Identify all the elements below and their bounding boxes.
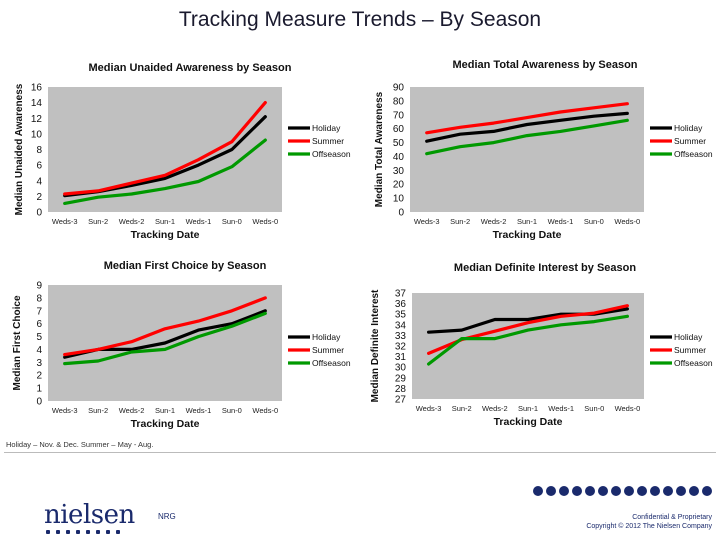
chart-title: Median Total Awareness by Season bbox=[452, 59, 638, 71]
confidential-notice bbox=[586, 513, 712, 531]
x-axis-label: Tracking Date bbox=[492, 229, 562, 241]
y-axis-label: Median Total Awareness bbox=[374, 91, 385, 208]
legend-label-offseason: Offseason bbox=[674, 149, 713, 159]
data-point-summer bbox=[593, 107, 595, 109]
legend bbox=[650, 332, 713, 368]
chart-total-awareness bbox=[360, 55, 720, 245]
data-point-offseason bbox=[164, 187, 166, 189]
data-point-offseason bbox=[559, 130, 561, 132]
x-tick-label: Sun-2 bbox=[88, 217, 109, 226]
data-point-offseason bbox=[593, 125, 595, 127]
data-point-summer bbox=[264, 297, 266, 299]
legend-label-holiday: Holiday bbox=[674, 332, 703, 342]
y-tick-label: 0 bbox=[36, 207, 42, 219]
y-tick-label: 27 bbox=[394, 394, 406, 406]
x-tick-label: Sun-0 bbox=[584, 404, 605, 413]
legend bbox=[288, 332, 351, 368]
x-tick-label: Weds-1 bbox=[185, 217, 212, 226]
page-title: Tracking Measure Trends – By Season bbox=[178, 8, 542, 31]
data-point-holiday bbox=[559, 119, 561, 121]
data-point-summer bbox=[459, 126, 461, 128]
data-point-offseason bbox=[197, 335, 199, 337]
y-tick-label: 34 bbox=[394, 320, 406, 332]
data-point-summer bbox=[164, 174, 166, 176]
y-tick-label: 6 bbox=[36, 160, 42, 172]
legend-label-summer: Summer bbox=[674, 345, 707, 355]
data-point-offseason bbox=[427, 363, 429, 365]
legend bbox=[650, 123, 713, 159]
data-point-holiday bbox=[492, 130, 494, 132]
data-point-summer bbox=[527, 321, 529, 323]
data-point-offseason bbox=[64, 202, 66, 204]
x-tick-label: Weds-2 bbox=[480, 217, 507, 226]
data-point-offseason bbox=[593, 320, 595, 322]
copyright-line: Copyright © 2012 The Nielsen Company bbox=[586, 523, 712, 530]
y-tick-label: 30 bbox=[392, 165, 404, 177]
data-point-offseason bbox=[64, 362, 66, 364]
data-point-summer bbox=[164, 328, 166, 330]
y-tick-label: 14 bbox=[30, 98, 42, 110]
data-point-summer bbox=[626, 305, 628, 307]
legend-label-offseason: Offseason bbox=[674, 358, 713, 368]
x-tick-label: Sun-0 bbox=[221, 406, 242, 415]
data-point-holiday bbox=[426, 140, 428, 142]
data-point-summer bbox=[427, 352, 429, 354]
x-tick-label: Weds-1 bbox=[547, 217, 574, 226]
data-point-summer bbox=[130, 341, 132, 343]
x-tick-label: Weds-3 bbox=[415, 404, 442, 413]
data-point-summer bbox=[593, 312, 595, 314]
data-point-summer bbox=[426, 132, 428, 134]
y-tick-label: 1 bbox=[36, 383, 42, 395]
data-point-summer bbox=[231, 310, 233, 312]
y-tick-label: 20 bbox=[392, 179, 404, 191]
y-tick-label: 90 bbox=[392, 82, 404, 94]
x-tick-label: Weds-2 bbox=[118, 217, 145, 226]
y-tick-label: 10 bbox=[30, 129, 42, 141]
y-tick-label: 5 bbox=[36, 332, 42, 344]
data-point-holiday bbox=[264, 310, 266, 312]
footer-divider bbox=[4, 452, 716, 453]
x-tick-label: Weds-3 bbox=[51, 406, 78, 415]
y-tick-label: 32 bbox=[394, 341, 406, 353]
legend-label-holiday: Holiday bbox=[312, 123, 341, 133]
legend-label-holiday: Holiday bbox=[312, 332, 341, 342]
data-point-summer bbox=[130, 182, 132, 184]
y-tick-label: 12 bbox=[30, 113, 42, 125]
data-point-offseason bbox=[130, 193, 132, 195]
data-point-holiday bbox=[164, 177, 166, 179]
y-tick-label: 60 bbox=[392, 124, 404, 136]
data-point-summer bbox=[64, 193, 66, 195]
y-tick-label: 6 bbox=[36, 319, 42, 331]
data-point-offseason bbox=[626, 119, 628, 121]
legend-label-holiday: Holiday bbox=[674, 123, 703, 133]
x-tick-label: Sun-1 bbox=[154, 406, 176, 415]
data-point-summer bbox=[97, 190, 99, 192]
x-axis-label: Tracking Date bbox=[493, 416, 563, 428]
y-tick-label: 7 bbox=[36, 306, 42, 318]
data-point-holiday bbox=[459, 133, 461, 135]
x-tick-label: Sun-2 bbox=[450, 217, 471, 226]
data-point-offseason bbox=[231, 325, 233, 327]
x-tick-label: Sun-0 bbox=[221, 217, 242, 226]
data-point-offseason bbox=[164, 348, 166, 350]
y-tick-label: 30 bbox=[394, 362, 406, 374]
data-point-offseason bbox=[264, 312, 266, 314]
data-point-summer bbox=[559, 111, 561, 113]
y-tick-label: 31 bbox=[394, 352, 406, 364]
season-footnote: Holiday – Nov. & Dec. Summer – May - Aug. bbox=[6, 440, 154, 449]
data-point-holiday bbox=[593, 115, 595, 117]
y-tick-label: 3 bbox=[36, 357, 42, 369]
y-tick-label: 16 bbox=[30, 82, 42, 94]
data-point-offseason bbox=[626, 315, 628, 317]
y-tick-label: 37 bbox=[394, 288, 406, 300]
data-point-holiday bbox=[461, 329, 463, 331]
x-tick-label: Weds-1 bbox=[185, 406, 212, 415]
x-tick-label: Weds-2 bbox=[481, 404, 508, 413]
x-tick-label: Sun-1 bbox=[517, 404, 539, 413]
data-point-holiday bbox=[130, 348, 132, 350]
data-point-holiday bbox=[197, 329, 199, 331]
y-axis-label: Median Unaided Awareness bbox=[14, 83, 25, 216]
y-tick-label: 40 bbox=[392, 151, 404, 163]
chart-title: Median First Choice by Season bbox=[103, 260, 267, 272]
data-point-summer bbox=[560, 315, 562, 317]
data-point-summer bbox=[494, 330, 496, 332]
data-point-offseason bbox=[459, 146, 461, 148]
y-tick-label: 4 bbox=[36, 344, 42, 356]
data-point-offseason bbox=[494, 337, 496, 339]
chart-first-choice bbox=[0, 255, 360, 455]
data-point-offseason bbox=[264, 139, 266, 141]
y-tick-label: 70 bbox=[392, 110, 404, 122]
y-axis-label: Median Definite Interest bbox=[370, 289, 381, 403]
data-point-summer bbox=[64, 353, 66, 355]
legend-label-summer: Summer bbox=[312, 136, 345, 146]
chart-unaided-awareness bbox=[0, 55, 360, 245]
y-axis-label: Median First Choice bbox=[12, 295, 23, 391]
x-tick-label: Weds-3 bbox=[51, 217, 78, 226]
data-point-offseason bbox=[492, 141, 494, 143]
data-point-summer bbox=[526, 116, 528, 118]
data-point-holiday bbox=[527, 318, 529, 320]
legend bbox=[288, 123, 351, 159]
decorative-dots bbox=[533, 486, 712, 496]
x-tick-label: Weds-0 bbox=[614, 404, 641, 413]
data-point-holiday bbox=[64, 356, 66, 358]
legend-label-offseason: Offseason bbox=[312, 149, 351, 159]
chart-definite-interest bbox=[360, 255, 720, 455]
confidential-line-1: Confidential & Proprietary bbox=[632, 514, 712, 521]
data-point-offseason bbox=[560, 324, 562, 326]
x-tick-label: Weds-3 bbox=[413, 217, 440, 226]
logo-dots bbox=[46, 530, 120, 534]
y-tick-label: 50 bbox=[392, 138, 404, 150]
x-axis-label: Tracking Date bbox=[130, 418, 200, 430]
data-point-holiday bbox=[427, 331, 429, 333]
data-point-offseason bbox=[97, 196, 99, 198]
y-tick-label: 8 bbox=[36, 145, 42, 156]
y-tick-label: 28 bbox=[394, 383, 406, 395]
data-point-summer bbox=[626, 102, 628, 104]
data-point-offseason bbox=[526, 134, 528, 136]
y-tick-label: 8 bbox=[36, 293, 42, 305]
x-tick-label: Weds-0 bbox=[252, 406, 279, 415]
y-tick-label: 2 bbox=[36, 370, 42, 382]
data-point-summer bbox=[264, 101, 266, 103]
data-point-holiday bbox=[526, 123, 528, 125]
chart-title: Median Unaided Awareness by Season bbox=[88, 62, 292, 74]
data-point-offseason bbox=[527, 329, 529, 331]
data-point-offseason bbox=[426, 152, 428, 154]
data-point-summer bbox=[197, 320, 199, 322]
footer-center-text: NRG bbox=[158, 512, 176, 521]
y-tick-label: 35 bbox=[394, 309, 406, 321]
x-tick-label: Sun-2 bbox=[88, 406, 109, 415]
data-point-offseason bbox=[97, 360, 99, 362]
chart-title: Median Definite Interest by Season bbox=[453, 262, 637, 274]
data-point-holiday bbox=[626, 308, 628, 310]
nielsen-logo: nielsen bbox=[44, 500, 135, 530]
y-tick-label: 0 bbox=[398, 207, 404, 219]
y-tick-label: 80 bbox=[392, 96, 404, 108]
data-point-offseason bbox=[231, 165, 233, 167]
data-point-holiday bbox=[197, 164, 199, 166]
legend-label-summer: Summer bbox=[312, 345, 345, 355]
legend-label-offseason: Offseason bbox=[312, 358, 351, 368]
y-tick-label: 9 bbox=[36, 280, 42, 292]
data-point-summer bbox=[197, 158, 199, 160]
x-tick-label: Weds-2 bbox=[118, 406, 145, 415]
x-tick-label: Weds-1 bbox=[548, 404, 575, 413]
x-axis-label: Tracking Date bbox=[130, 229, 200, 241]
x-tick-label: Sun-1 bbox=[154, 217, 176, 226]
data-point-offseason bbox=[197, 180, 199, 182]
x-tick-label: Sun-1 bbox=[516, 217, 538, 226]
data-point-holiday bbox=[264, 115, 266, 117]
legend-label-summer: Summer bbox=[674, 136, 707, 146]
y-tick-label: 4 bbox=[36, 176, 42, 188]
data-point-holiday bbox=[164, 342, 166, 344]
y-tick-label: 10 bbox=[392, 193, 404, 205]
x-tick-label: Weds-0 bbox=[252, 217, 279, 226]
y-tick-label: 0 bbox=[36, 396, 42, 408]
data-point-holiday bbox=[231, 148, 233, 150]
x-tick-label: Weds-0 bbox=[614, 217, 641, 226]
data-point-offseason bbox=[130, 351, 132, 353]
y-tick-label: 36 bbox=[394, 299, 406, 311]
data-point-summer bbox=[492, 122, 494, 124]
data-point-offseason bbox=[461, 337, 463, 339]
data-point-holiday bbox=[626, 112, 628, 114]
y-tick-label: 33 bbox=[394, 330, 406, 342]
x-tick-label: Sun-0 bbox=[583, 217, 604, 226]
data-point-summer bbox=[231, 140, 233, 142]
y-tick-label: 2 bbox=[36, 191, 42, 203]
y-tick-label: 29 bbox=[394, 373, 406, 385]
x-tick-label: Sun-2 bbox=[451, 404, 472, 413]
data-point-holiday bbox=[494, 318, 496, 320]
data-point-summer bbox=[97, 348, 99, 350]
